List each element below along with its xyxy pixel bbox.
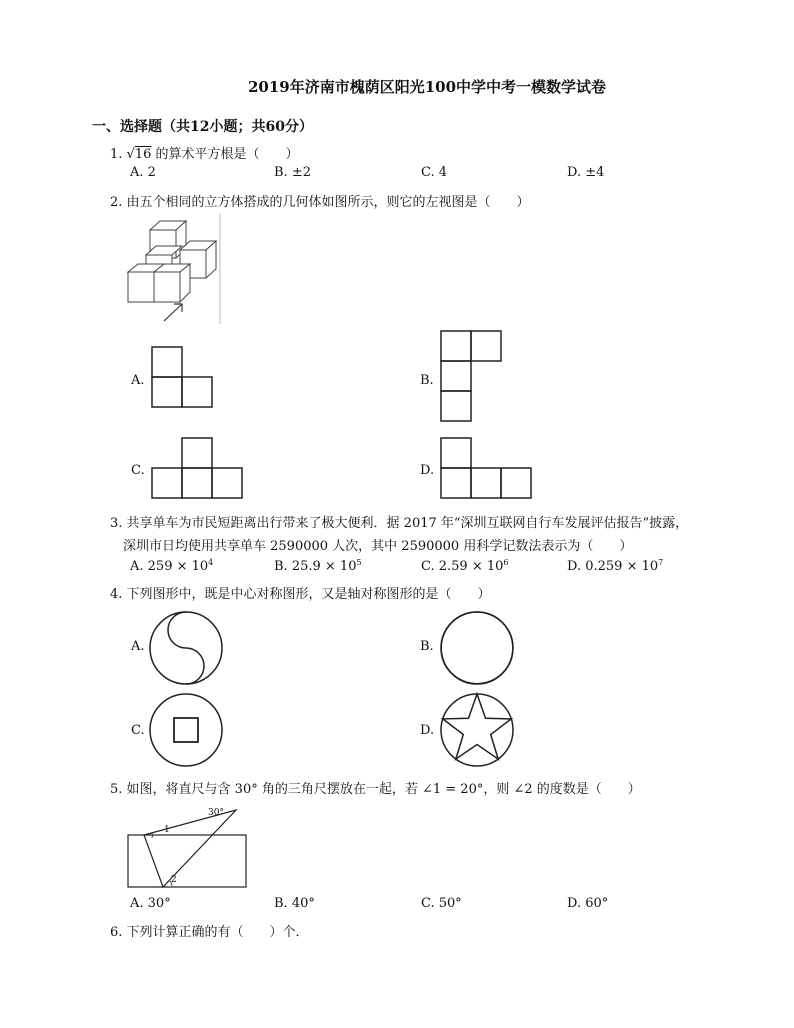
q1-option-c: C. 4 <box>421 165 448 180</box>
q2-option-c-figure <box>151 437 247 501</box>
question-number: 1. <box>110 147 123 162</box>
q5-option-b: B. 40° <box>274 896 315 911</box>
q2-option-d-label: D. <box>420 463 435 478</box>
q5-option-c: C. 50° <box>421 896 462 911</box>
q3-option-d <box>567 558 663 574</box>
page-title: 2019年济南市槐荫区阳光100中学中考一模数学试卷 <box>247 78 607 96</box>
exponent: 4 <box>208 558 214 567</box>
question-4: 4. 下列图形中，既是中心对称图形，又是轴对称图形的是（ ） <box>110 587 491 602</box>
angle-30-label: 30° <box>208 808 224 818</box>
ruler-triangle-figure <box>126 802 250 890</box>
q1-option-b: B. ±2 <box>274 165 311 180</box>
question-6: 6. 下列计算正确的有（ ）个． <box>110 925 309 940</box>
question-1 <box>110 143 299 162</box>
option-text: D. 0.259 × 10 <box>567 559 659 574</box>
radicand: 16 <box>134 147 152 162</box>
angle-2-label: 2 <box>171 875 177 885</box>
question-5: 5. 如图，将直尺与含 30° 角的三角尺摆放在一起，若 ∠1 = 20°，则 ∠2 的度数是（ ） <box>110 782 641 797</box>
q3-option-c <box>421 558 509 574</box>
section-heading: 一、选择题（共12小题；共60分） <box>92 119 313 135</box>
q2-option-a-label: A. <box>131 373 145 388</box>
q2-option-c-label: C. <box>131 463 145 478</box>
q4-option-c-label: C. <box>131 723 145 738</box>
exponent: 5 <box>356 558 362 567</box>
q4-option-a-taiji-figure <box>148 610 224 686</box>
q4-option-c-coin-figure <box>148 692 224 768</box>
question-3-line-2: 深圳市日均使用共享单车 2590000 人次，其中 2590000 用科学记数法表示为（ ） <box>123 539 633 554</box>
q2-option-d-figure <box>440 437 536 501</box>
q2-option-b-figure <box>440 330 504 426</box>
q1-option-d: D. ±4 <box>567 165 605 180</box>
option-text: B. 25.9 × 10 <box>274 559 357 574</box>
q4-option-d-label: D. <box>420 723 435 738</box>
q3-option-a <box>130 558 213 574</box>
q3-option-b <box>274 558 362 574</box>
option-text: C. 2.59 × 10 <box>421 559 504 574</box>
exponent: 7 <box>658 558 664 567</box>
q5-option-a: A. 30° <box>130 896 171 911</box>
sqrt-sign: √ <box>126 147 135 162</box>
question-2: 2. 由五个相同的立方体搭成的几何体如图所示，则它的左视图是（ ） <box>110 195 530 210</box>
cube-solid-figure <box>124 214 224 326</box>
q4-option-b-label: B. <box>420 639 434 654</box>
q5-option-d: D. 60° <box>567 896 609 911</box>
q4-option-d-star-figure <box>439 692 515 768</box>
angle-1-label: 1 <box>164 825 170 835</box>
question-3-line-1: 3. 共享单车为市民短距离出行带来了极大便利．据 2017 年“深圳互联网自行车发展评估报告”披露， <box>110 516 689 531</box>
q2-option-a-figure <box>151 346 215 410</box>
q4-option-b-three-arcs-figure <box>439 610 515 686</box>
q2-option-b-label: B. <box>420 373 434 388</box>
q1-option-a: A. 2 <box>130 165 156 180</box>
q4-option-a-label: A. <box>131 639 145 654</box>
option-text: A. 259 × 10 <box>130 559 209 574</box>
question-text: 的算术平方根是（ ） <box>155 147 299 162</box>
exponent: 6 <box>503 558 509 567</box>
